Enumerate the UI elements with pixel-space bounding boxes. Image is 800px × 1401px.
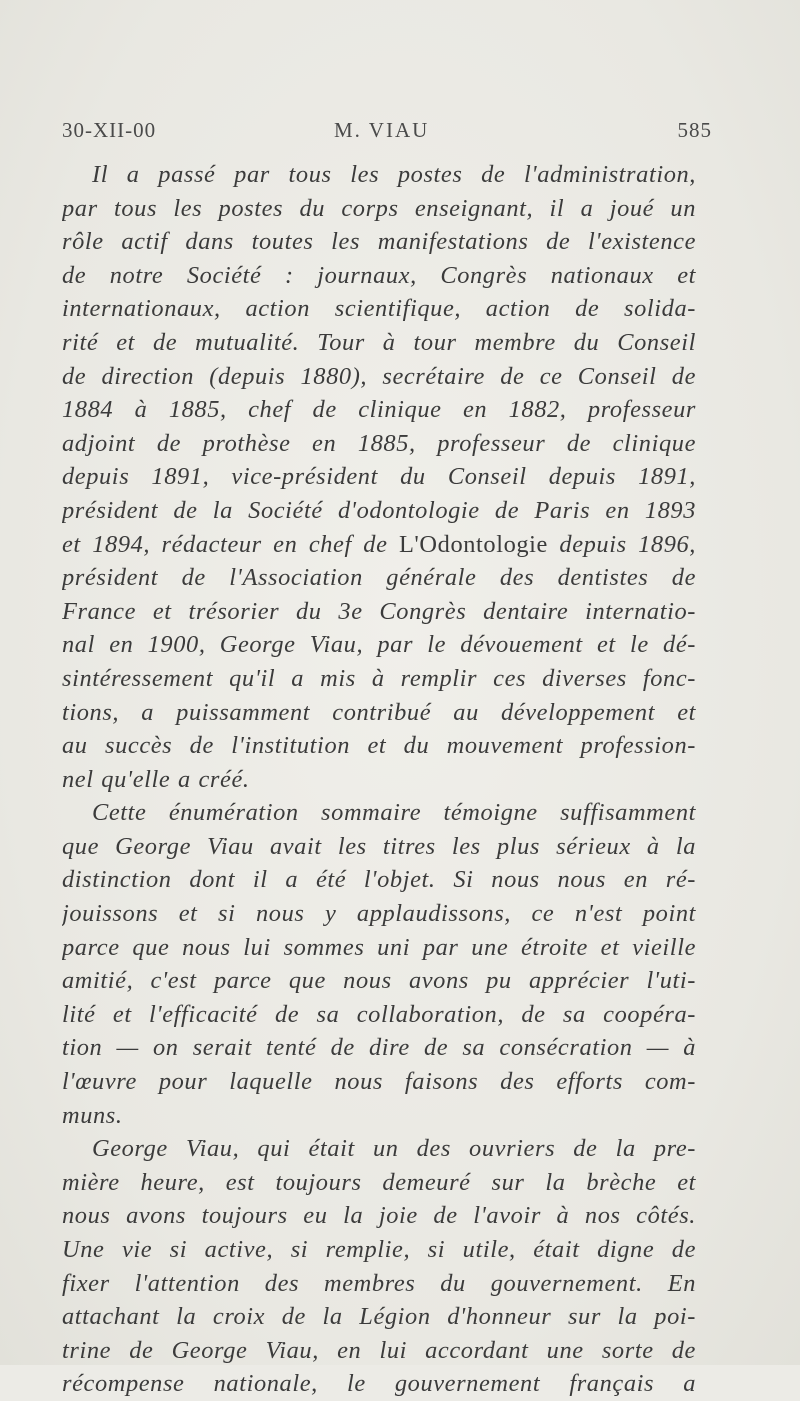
text-line: George Viau, qui était un des ouvriers de la pre- [92, 1135, 696, 1163]
header-title: M. VIAU [334, 118, 430, 142]
text-line: tions, a puissamment contribué au développement et [62, 698, 696, 726]
text-line: de direction (depuis 1880), secrétaire de ce Conseil de [62, 362, 696, 390]
body-text [62, 158, 696, 1401]
text-line: Il a passé par tous les postes de l'administration, [92, 161, 696, 188]
text-line: France et trésorier du 3e Congrès dentaire internatio- [62, 597, 696, 625]
text-line: distinction dont il a été l'objet. Si nous nous en ré- [62, 866, 696, 894]
text-line: Cette énumération sommaire témoigne suffisamment [92, 799, 696, 827]
text-line: président de l'Association générale des dentistes de [62, 564, 696, 592]
text-line: amitié, c'est parce que nous avons pu apprécier l'uti- [62, 967, 696, 995]
text-line: par tous les postes du corps enseignant, il a joué un [62, 194, 696, 222]
header-date: 30-XII-00 [62, 118, 157, 142]
text-line: attachant la croix de la Légion d'honneur sur la poi- [62, 1303, 696, 1331]
text-line: adjoint de prothèse en 1885, professeur de clinique [62, 429, 696, 457]
text-line: de notre Société : journaux, Congrès nationaux et [62, 261, 696, 289]
text-line: nal en 1900, George Viau, par le dévouement et le dé- [62, 631, 696, 659]
running-head [62, 118, 712, 150]
text-line: récompense nationale, le gouvernement français a [62, 1370, 696, 1398]
text-line: tion — on serait tenté de dire de sa consécration — à [62, 1034, 696, 1062]
text-line: trine de George Viau, en lui accordant une sorte de [62, 1336, 696, 1364]
text-line: nel qu'elle a créé. [62, 765, 250, 793]
text-line: l'œuvre pour laquelle nous faisons des efforts com- [62, 1068, 696, 1096]
text-line-part: et 1894, rédacteur en chef de [62, 530, 399, 558]
text-line [62, 528, 696, 562]
text-line: jouissons et si nous y applaudissons, ce n'est point [62, 900, 696, 928]
text-line: sintéressement qu'il a mis à remplir ces diverses fonc- [62, 664, 696, 692]
text-line: Une vie si active, si remplie, si utile, était digne de [62, 1236, 696, 1263]
text-line: depuis 1891, vice-président du Conseil depuis 1891, [62, 463, 696, 491]
text-line: au succès de l'institution et du mouvement profession- [62, 732, 696, 760]
journal-title: L'Odontologie [398, 530, 548, 558]
text-line: nous avons toujours eu la joie de l'avoir à nos côtés. [62, 1202, 696, 1230]
text-line: président de la Société d'odontologie de Paris en 1893 [62, 496, 696, 524]
text-line: que George Viau avait les titres les plus sérieux à la [62, 832, 696, 860]
text-line-part: depuis 1896, [547, 530, 696, 558]
page-number: 585 [677, 118, 712, 142]
text-line: fixer l'attention des membres du gouvernement. En [62, 1269, 696, 1297]
text-line: muns. [62, 1101, 123, 1129]
text-line: rôle actif dans toutes les manifestations de l'existence [62, 228, 696, 256]
text-line: mière heure, est toujours demeuré sur la brèche et [62, 1168, 696, 1196]
text-line: 1884 à 1885, chef de clinique en 1882, professeur [62, 396, 696, 424]
text-line: parce que nous lui sommes uni par une étroite et vieille [62, 933, 696, 961]
text-line: internationaux, action scientifique, action de solida- [62, 295, 696, 323]
text-line: rité et de mutualité. Tour à tour membre du Conseil [62, 328, 696, 356]
text-line: lité et l'efficacité de sa collaboration, de sa coopéra- [62, 1000, 696, 1028]
